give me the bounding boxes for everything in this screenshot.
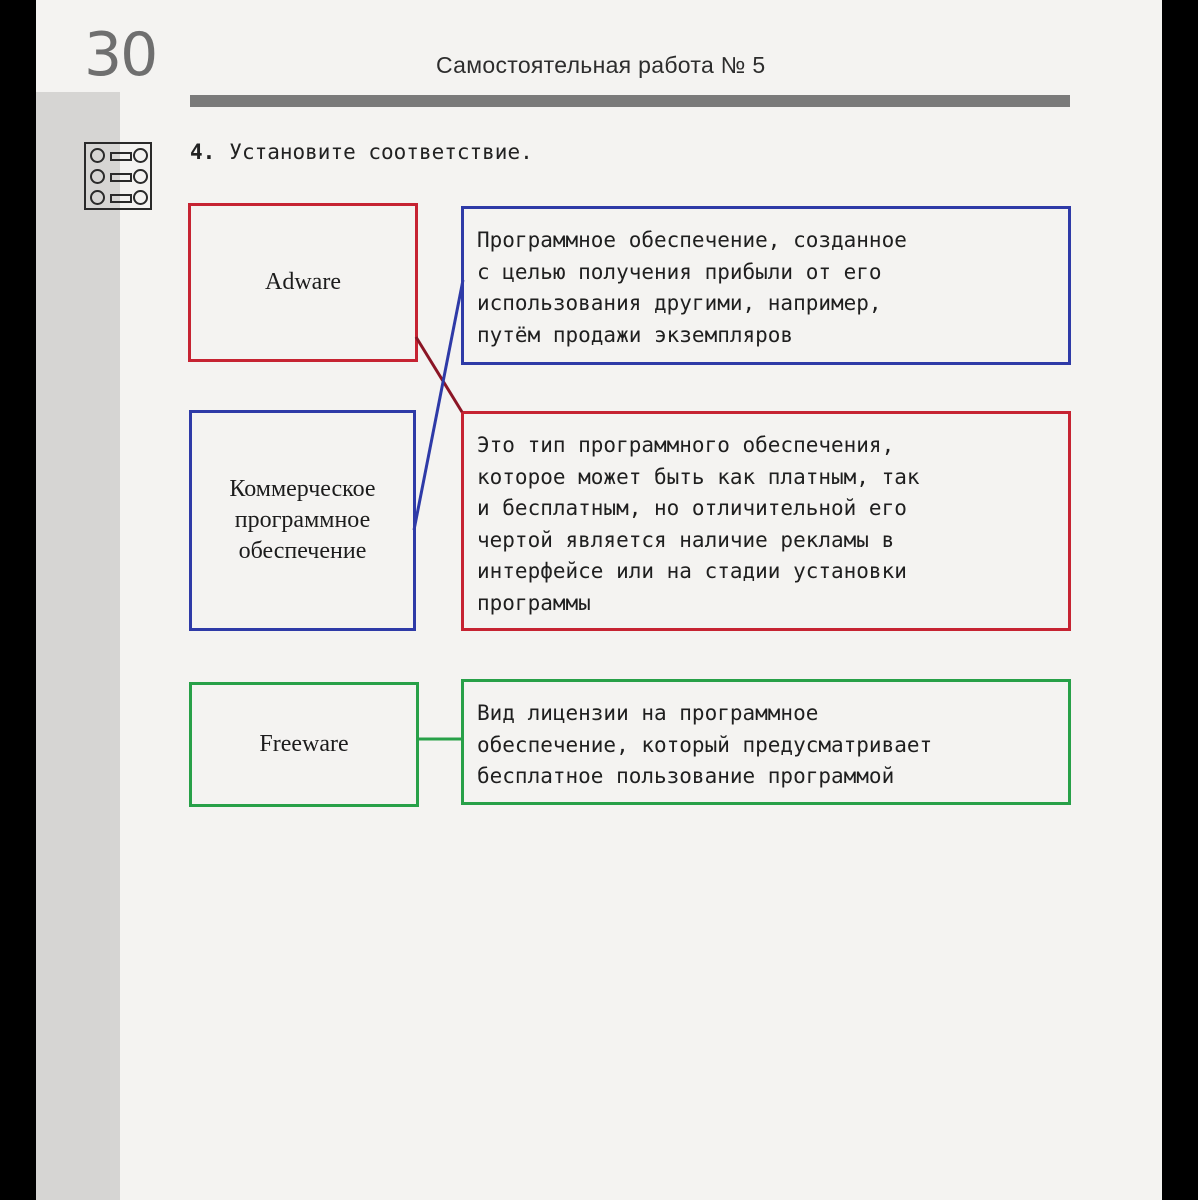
term-box-freeware[interactable] [189,682,419,807]
definition-box-3[interactable] [461,679,1071,805]
definition-text: Программное обеспечение, созданное с целью получения прибыли от его использования другими, например, путём продажи экземпляров [477,228,907,347]
task-instruction: Установите соответствие. [229,140,533,164]
term-box-adware[interactable] [188,203,418,362]
matching-task-icon [84,142,152,210]
term-label: Adware [265,269,341,295]
definition-box-1[interactable] [461,206,1071,365]
page-margin-strip [36,92,120,1200]
definition-text: Это тип программного обеспечения, которое может быть как платным, так и бесплатным, но отличительной его чертой является наличие рекламы в интерфейсе или на стадии установки программы [477,433,920,615]
task-heading [190,140,533,164]
header-rule [190,95,1070,107]
definition-box-2[interactable] [461,411,1071,631]
term-label: Freeware [259,731,349,757]
task-number: 4. [190,140,216,164]
term-label: Коммерческое программное обеспечение [229,476,376,564]
term-box-commercial-software[interactable] [189,410,416,631]
page-header-title: Самостоятельная работа № 5 [436,52,766,78]
definition-text: Вид лицензии на программное обеспечение, который предусматривает бесплатное пользование программой [477,701,933,788]
page-number: 30 [84,20,157,90]
